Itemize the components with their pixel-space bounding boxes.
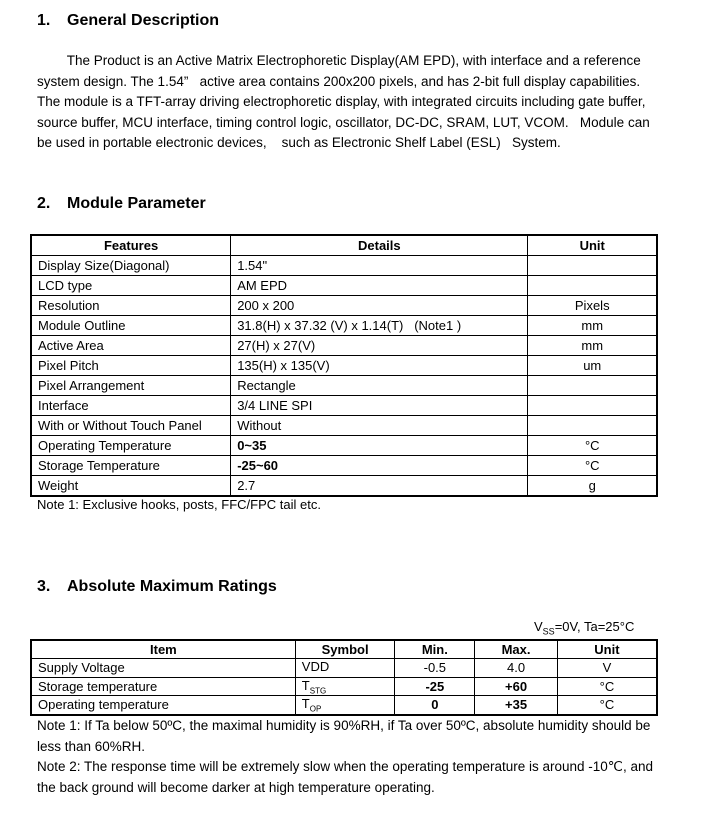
unit-cell [528, 416, 657, 436]
max-cell: +60 [475, 677, 558, 696]
paragraph-line: The Product is an Active Matrix Electrophoretic Display(AM EPD), with interface and a reference [37, 53, 641, 68]
details-cell: 2.7 [231, 476, 528, 497]
absolute-maximum-ratings-table [30, 639, 658, 716]
table-row [31, 696, 657, 715]
section-number: 3. [37, 578, 51, 595]
general-description-paragraph [37, 51, 657, 154]
feature-cell: Resolution [31, 296, 231, 316]
header-item: Item [31, 640, 295, 659]
unit-cell: °C [528, 456, 657, 476]
header-unit: Unit [528, 235, 657, 256]
table-row [31, 336, 657, 356]
feature-cell: Pixel Pitch [31, 356, 231, 376]
table-row [31, 476, 657, 497]
unit-cell: °C [528, 436, 657, 456]
header-min: Min. [395, 640, 475, 659]
feature-cell: LCD type [31, 276, 231, 296]
section-1-heading [37, 12, 219, 30]
symbol-subscript: STG [309, 686, 327, 696]
table-row [31, 256, 657, 276]
table-row [31, 416, 657, 436]
feature-cell: Operating Temperature [31, 436, 231, 456]
section-title: Module Parameter [67, 195, 206, 212]
section-title: Absolute Maximum Ratings [67, 578, 277, 595]
section-2-heading [37, 195, 206, 213]
symbol-cell [295, 677, 395, 696]
unit-cell: g [528, 476, 657, 497]
header-details: Details [231, 235, 528, 256]
condition-prefix: V [534, 619, 543, 634]
unit-cell: mm [528, 336, 657, 356]
unit-cell [528, 376, 657, 396]
unit-cell: mm [528, 316, 657, 336]
unit-cell: um [528, 356, 657, 376]
details-cell: 27(H) x 27(V) [231, 336, 528, 356]
item-cell: Storage temperature [31, 677, 295, 696]
header-features: Features [31, 235, 231, 256]
details-cell: 200 x 200 [231, 296, 528, 316]
unit-cell [528, 396, 657, 416]
details-cell: Rectangle [231, 376, 528, 396]
table-row [31, 276, 657, 296]
details-cell: Without [231, 416, 528, 436]
ratings-notes [37, 716, 657, 798]
paragraph-line: system design. The 1.54” active area contains 200x200 pixels, and has 2-bit full display capabilities. [37, 73, 641, 89]
details-cell: 0~35 [231, 436, 528, 456]
details-cell: -25~60 [231, 456, 528, 476]
table-row [31, 677, 657, 696]
table-row [31, 316, 657, 336]
table-row [31, 356, 657, 376]
feature-cell: Interface [31, 396, 231, 416]
feature-cell: Module Outline [31, 316, 231, 336]
section-number: 2. [37, 195, 51, 212]
symbol-subscript: OP [309, 704, 322, 714]
symbol-cell [295, 659, 395, 678]
details-cell: 1.54" [231, 256, 528, 276]
condition-rest: =0V, Ta=25°C [554, 619, 635, 634]
table-row [31, 436, 657, 456]
table-row [31, 376, 657, 396]
paragraph-line: The module is a TFT-array driving electrophoretic display, with integrated circuits including gate buffer, [37, 94, 646, 110]
feature-cell: Weight [31, 476, 231, 497]
unit-cell: Pixels [528, 296, 657, 316]
section-title: General Description [67, 12, 220, 29]
header-max: Max. [475, 640, 558, 659]
item-cell: Operating temperature [31, 696, 295, 715]
table-row [31, 456, 657, 476]
paragraph-line: source buffer, MCU interface, timing control logic, oscillator, DC-DC, SRAM, LUT, VCOM. Module can [37, 114, 650, 130]
feature-cell: With or Without Touch Panel [31, 416, 231, 436]
feature-cell: Display Size(Diagonal) [31, 256, 231, 276]
note-line: the back ground will become darker at high temperature operating. [37, 779, 435, 795]
header-unit: Unit [557, 640, 657, 659]
table-note: Note 1: Exclusive hooks, posts, FFC/FPC tail etc. [37, 497, 321, 512]
test-condition [534, 619, 634, 637]
unit-cell: V [557, 659, 657, 678]
table-header-row [31, 235, 657, 256]
table-row [31, 659, 657, 678]
unit-cell [528, 256, 657, 276]
symbol-text: VDD [301, 659, 330, 674]
unit-cell: °C [557, 696, 657, 715]
note-line: less than 60%RH. [37, 738, 146, 754]
unit-cell: °C [557, 677, 657, 696]
max-cell: 4.0 [475, 659, 558, 678]
module-parameter-table [30, 234, 658, 497]
feature-cell: Pixel Arrangement [31, 376, 231, 396]
table-row [31, 396, 657, 416]
details-cell: 135(H) x 135(V) [231, 356, 528, 376]
min-cell: 0 [395, 696, 475, 715]
item-cell: Supply Voltage [31, 659, 295, 678]
min-cell: -0.5 [395, 659, 475, 678]
header-symbol: Symbol [295, 640, 395, 659]
unit-cell [528, 276, 657, 296]
condition-subscript: SS [542, 626, 555, 637]
details-cell: AM EPD [231, 276, 528, 296]
table-header-row [31, 640, 657, 659]
details-cell: 31.8(H) x 37.32 (V) x 1.14(T) (Note1 ) [231, 316, 528, 336]
symbol-text: T [301, 696, 310, 712]
max-cell: +35 [475, 696, 558, 715]
table-row [31, 296, 657, 316]
section-number: 1. [37, 12, 51, 29]
symbol-cell [295, 696, 395, 715]
feature-cell: Storage Temperature [31, 456, 231, 476]
section-3-heading [37, 578, 277, 596]
note-line: Note 1: If Ta below 50ºC, the maximal humidity is 90%RH, if Ta over 50ºC, absolute humidity should be [37, 718, 651, 733]
note-line: Note 2: The response time will be extremely slow when the operating temperature is around -10℃, and [37, 759, 653, 775]
paragraph-line: be used in portable electronic devices, such as Electronic Shelf Label (ESL) System. [37, 135, 561, 151]
details-cell: 3/4 LINE SPI [231, 396, 528, 416]
min-cell: -25 [395, 677, 475, 696]
feature-cell: Active Area [31, 336, 231, 356]
symbol-text: T [301, 677, 310, 693]
